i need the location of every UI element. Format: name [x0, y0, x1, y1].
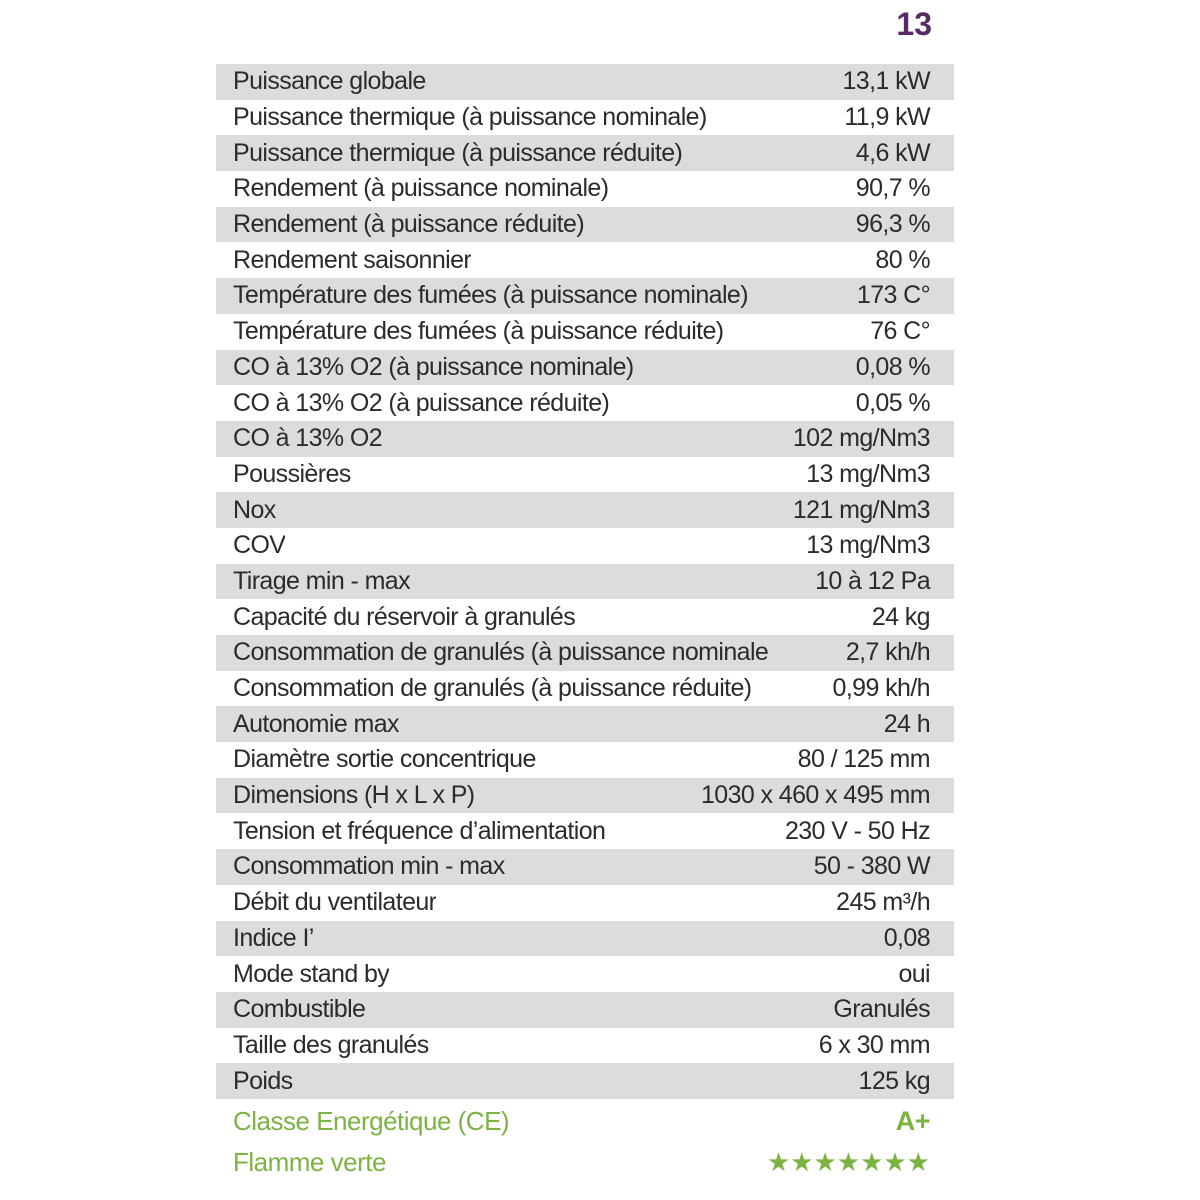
- spec-value: 4,6 kW: [855, 138, 930, 167]
- green-flame-label: Flamme verte: [233, 1146, 386, 1177]
- spec-row: [216, 207, 954, 243]
- spec-row: [216, 278, 954, 314]
- spec-label: Puissance thermique (à puissance réduite): [233, 138, 683, 167]
- spec-value: 230 V - 50 Hz: [784, 816, 930, 845]
- spec-value: 50 - 380 W: [813, 852, 930, 881]
- spec-row: [216, 742, 954, 778]
- spec-label: Température des fumées (à puissance nominale): [233, 281, 748, 310]
- spec-value: 173 C°: [856, 281, 930, 310]
- spec-value: 121 mg/Nm3: [792, 495, 930, 524]
- spec-row: [216, 492, 954, 528]
- spec-value: 13,1 kW: [842, 67, 930, 96]
- spec-value: 13 mg/Nm3: [806, 459, 930, 488]
- spec-value: 90,7 %: [855, 174, 930, 203]
- spec-value: 11,9 kW: [844, 103, 930, 132]
- spec-value: 102 mg/Nm3: [792, 424, 930, 453]
- spec-value: Granulés: [833, 995, 930, 1024]
- spec-value: 245 m³/h: [836, 888, 930, 917]
- spec-label: Capacité du réservoir à granulés: [233, 602, 576, 631]
- spec-label: Poussières: [233, 459, 351, 488]
- spec-label: Poids: [233, 1066, 293, 1095]
- spec-row: [216, 813, 954, 849]
- spec-value: 0,99 kh/h: [832, 674, 930, 703]
- spec-label: Débit du ventilateur: [233, 888, 437, 917]
- spec-value: 24 kg: [871, 602, 930, 631]
- spec-label: Puissance thermique (à puissance nominale): [233, 103, 707, 132]
- spec-value: 0,08: [883, 923, 930, 952]
- spec-row: [216, 242, 954, 278]
- spec-row: [216, 706, 954, 742]
- page-number: 13: [896, 6, 932, 42]
- spec-label: Autonomie max: [233, 709, 399, 738]
- energy-class-value: A+: [895, 1105, 930, 1136]
- spec-label: CO à 13% O2 (à puissance nominale): [233, 352, 634, 381]
- spec-row: [216, 992, 954, 1028]
- spec-row: [216, 564, 954, 600]
- spec-row: [216, 671, 954, 707]
- spec-value: 76 C°: [870, 317, 930, 346]
- spec-label: Dimensions (H x L x P): [233, 781, 475, 810]
- spec-value: 96,3 %: [855, 210, 930, 239]
- spec-row: [216, 314, 954, 350]
- spec-value: 80 %: [875, 245, 930, 274]
- spec-row: [216, 921, 954, 957]
- spec-row: [216, 135, 954, 171]
- spec-label: Consommation de granulés (à puissance réduite): [233, 674, 752, 703]
- spec-label: Mode stand by: [233, 959, 390, 988]
- spec-value: 80 / 125 mm: [797, 745, 930, 774]
- spec-label: Diamètre sortie concentrique: [233, 745, 536, 774]
- spec-value: 0,08 %: [855, 352, 930, 381]
- spec-value: 10 à 12 Pa: [815, 566, 930, 595]
- spec-row: [216, 350, 954, 386]
- spec-value: 0,05 %: [855, 388, 930, 417]
- spec-value: 24 h: [883, 709, 930, 738]
- green-flame-stars-icon: ★★★★★★★: [766, 1146, 930, 1177]
- spec-label: Rendement (à puissance réduite): [233, 210, 585, 239]
- spec-row: [216, 100, 954, 136]
- spec-row: [216, 849, 954, 885]
- spec-row: [216, 421, 954, 457]
- spec-row: [216, 635, 954, 671]
- spec-label: Consommation de granulés (à puissance nominale: [233, 638, 769, 667]
- spec-row: [216, 956, 954, 992]
- spec-value: 1030 x 460 x 495 mm: [700, 781, 930, 810]
- energy-class-row: [216, 1102, 954, 1140]
- spec-label: Nox: [233, 495, 276, 524]
- spec-label: Rendement saisonnier: [233, 245, 472, 274]
- spec-table: [216, 64, 954, 1099]
- spec-label: Tirage min - max: [233, 566, 411, 595]
- spec-row: [216, 385, 954, 421]
- spec-row: [216, 885, 954, 921]
- spec-value: 125 kg: [858, 1066, 930, 1095]
- spec-label: Tension et fréquence d’alimentation: [233, 816, 606, 845]
- spec-row: [216, 457, 954, 493]
- spec-value: oui: [898, 959, 930, 988]
- spec-row: [216, 171, 954, 207]
- spec-value: 6 x 30 mm: [818, 1030, 930, 1059]
- spec-label: Combustible: [233, 995, 366, 1024]
- spec-label: CO à 13% O2: [233, 424, 383, 453]
- spec-label: COV: [233, 531, 286, 560]
- spec-value: 2,7 kh/h: [845, 638, 930, 667]
- spec-label: CO à 13% O2 (à puissance réduite): [233, 388, 610, 417]
- spec-label: Indice I’: [233, 923, 314, 952]
- spec-label: Température des fumées (à puissance réduite): [233, 317, 724, 346]
- spec-row: [216, 778, 954, 814]
- spec-row: [216, 599, 954, 635]
- spec-label: Taille des granulés: [233, 1030, 429, 1059]
- spec-row: [216, 1028, 954, 1064]
- spec-value: 13 mg/Nm3: [806, 531, 930, 560]
- spec-row: [216, 528, 954, 564]
- spec-label: Puissance globale: [233, 67, 426, 96]
- energy-class-label: Classe Energétique (CE): [233, 1105, 510, 1136]
- spec-label: Rendement (à puissance nominale): [233, 174, 609, 203]
- spec-row: [216, 64, 954, 100]
- green-flame-row: [216, 1143, 954, 1181]
- spec-label: Consommation min - max: [233, 852, 505, 881]
- spec-row: [216, 1063, 954, 1099]
